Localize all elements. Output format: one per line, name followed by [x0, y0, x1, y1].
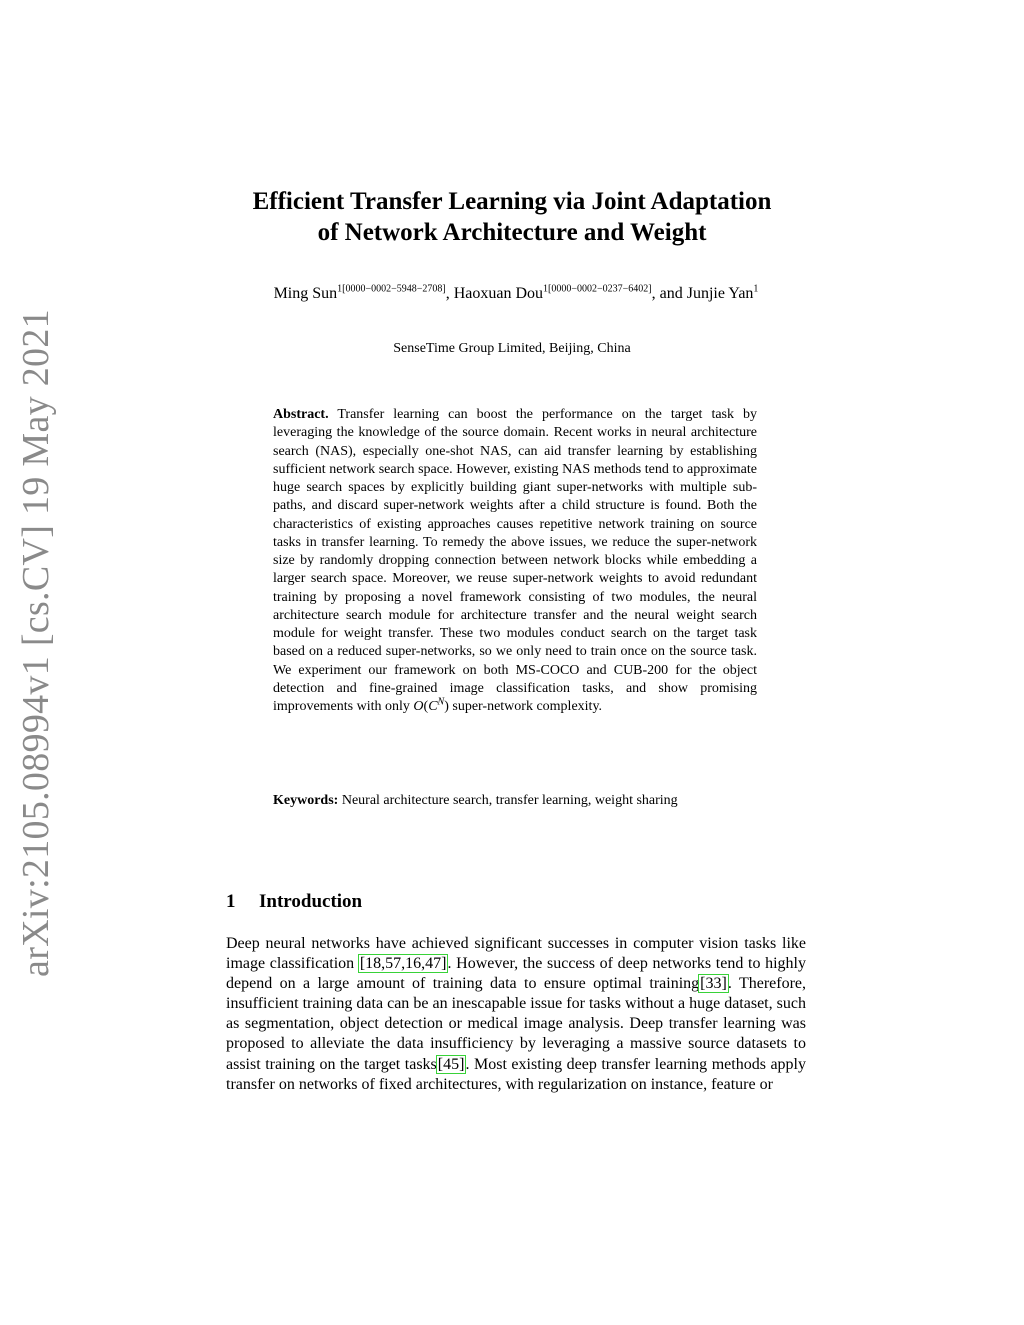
- section-heading-introduction: [226, 891, 362, 913]
- author-list: [226, 284, 806, 304]
- abstract-text: Transfer learning can boost the performance on the target task by leveraging the knowledge of the source domain. Recent works in neural architecture search (NAS), especially one-shot NAS, can aid transfer learning by establishing sufficient network search space. However, existing NAS methods tend to approximate huge search spaces by explicitly building giant super-networks with multiple sub-paths, and discard super-network weights after a child structure is found. Both the characteristics of existing approaches causes repetitive network training on source tasks in transfer learning. To remedy the above issues, we reduce the super-network size by randomly dropping connection between network blocks while embedding a larger search space. Moreover, we reuse super-network weights to avoid redundant training by proposing a novel framework consisting of two modules, the neural architecture search module for architecture transfer and the neural weight search module for weight transfer. These two modules conduct search on the target task based on a reduced super-networks, so we only need to train once on the source task. We experiment our framework on both MS-COCO and CUB-200 for the object detection and fine-grained image classification tasks, and show promising improvements with only: [273, 407, 757, 714]
- math-c: C: [428, 699, 438, 714]
- section-number: 1: [226, 891, 236, 912]
- intro-text: Deep neural networks have achieved significant successes in computer vision tasks like image classification: [226, 935, 806, 973]
- introduction-paragraph: [226, 934, 806, 1095]
- author-separator: , and Junjie Yan: [651, 285, 754, 302]
- section-title: Introduction: [259, 891, 363, 912]
- keywords-block: [273, 792, 757, 811]
- paper-title: [0, 186, 1024, 248]
- intro-text: . Therefore, insufficient training data can be an inescapable issue for tasks without a huge dataset, such as segmentation, object detection or medical image analysis. Deep transfer learning was proposed to alleviate the data insufficiency by leveraging a massive source datasets to assist training on the target tasks: [226, 975, 807, 1073]
- author-orcid: 1[0000−0002−0237−6402]: [543, 283, 652, 295]
- arxiv-identifier-stamp: [8, 308, 64, 977]
- author-separator: ,: [445, 285, 454, 302]
- title-line-1: Efficient Transfer Learning via Joint Adaptation: [252, 188, 772, 215]
- math-big-o: O: [413, 699, 424, 714]
- intro-text: . However, the success of deep networks tend to highly depend on a large amount of training data to ensure optimal training: [226, 955, 806, 993]
- intro-text: . Most existing deep transfer learning methods apply transfer on networks of fixed architectures, with regularization on instance, feature or: [226, 1055, 807, 1093]
- author-orcid: 1[0000−0002−5948−2708]: [337, 283, 446, 295]
- abstract-label: Abstract.: [273, 407, 329, 422]
- author-name: Haoxuan Dou: [453, 285, 544, 302]
- author-name: Ming Sun: [273, 285, 338, 302]
- title-line-2: of Network Architecture and Weight: [317, 219, 707, 246]
- abstract-block: Abstract. Transfer learning can boost the performance on the target task by leveraging the knowledge of the source domain. Recent works in neural architecture search (NAS), especially one-shot NAS, can aid transfer learning by establishing sufficient network search space. However, existing NAS methods tend to approximate huge search spaces by explicitly building giant super-networks with multiple sub-paths, and discard super-network weights after a child structure is found. Both the characteristics of existing approaches causes repetitive network training on source tasks in transfer learning. To remedy the above issues, we reduce the super-network size by randomly dropping connection between network blocks while embedding a larger search space. Moreover, we reuse super-network weights to avoid redundant training by proposing a novel framework consisting of two modules, the neural architecture search module for architecture transfer and the neural weight search module for weight transfer. These two modules conduct search on the target task based on a reduced super-networks, so we only need to train once on the source task. We experiment our framework on both MS-COCO and CUB-200 for the object detection and fine-grained image classification tasks, and show promising improvements with only $O(C^N)$ super-network complexity.: [273, 407, 757, 714]
- keywords-text: Neural architecture search, transfer learning, weight sharing: [338, 793, 678, 808]
- citation-link[interactable]: [45]: [437, 1055, 465, 1073]
- arxiv-id-text: arXiv:2105.08994v1 [cs.CV] 19 May 2021: [15, 308, 58, 977]
- math-n-exponent: N: [437, 696, 445, 708]
- keywords-label: Keywords:: [273, 793, 339, 808]
- citation-link[interactable]: [33]: [700, 975, 727, 993]
- author-affiliation-mark: 1: [753, 283, 759, 295]
- abstract-text-end: super-network complexity.: [448, 699, 603, 714]
- citation-link[interactable]: [18,57,16,47]: [359, 955, 447, 973]
- affiliation: SenseTime Group Limited, Beijing, China: [393, 341, 631, 356]
